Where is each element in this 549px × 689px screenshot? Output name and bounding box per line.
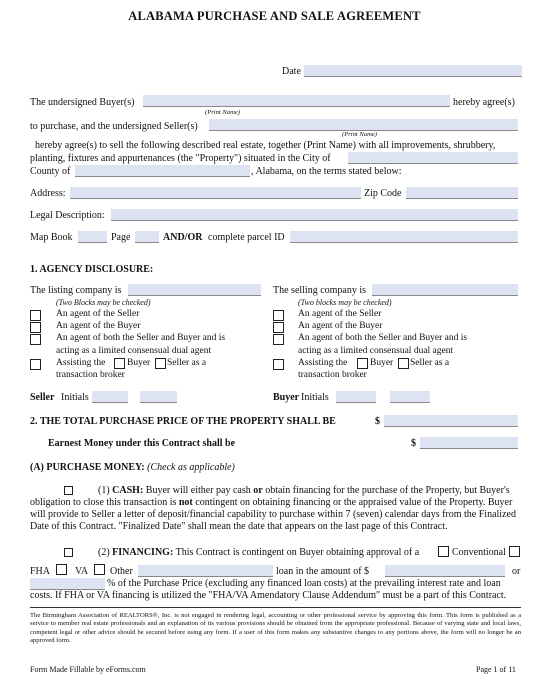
date-field[interactable] [304,65,522,77]
conventional-box-2[interactable] [509,546,520,557]
page-field[interactable] [135,231,159,243]
other-loan-field[interactable] [138,565,273,577]
andor-label: AND/OR [163,232,203,243]
financing-num: (2) [98,547,110,558]
section-2-title: 2. THE TOTAL PURCHASE PRICE OF THE PROPERTY SHALL BE [30,416,336,427]
loan-amount-field[interactable] [385,565,505,577]
costs-line: costs. If FHA or VA financing is utilized the "FHA/VA Amendatory Clause Addendum" must be a part of this Contract. [30,590,507,601]
loan-amount-label: loan in the amount of $ [276,566,370,577]
listing-assisting-checkbox[interactable] [30,359,41,370]
selling-assist-buyer-checkbox[interactable] [357,358,368,369]
other-label: Other [110,566,133,577]
buyer-name-field[interactable] [143,95,450,107]
selling-assist-seller-checkbox[interactable] [398,358,409,369]
listing-company-field[interactable] [128,284,261,296]
parcel-id-field[interactable] [290,231,518,243]
selling-opt3a: An agent of both the Seller and Buyer and is [298,333,468,343]
sellers-label: to purchase, and the undersigned Seller(s) [30,121,198,132]
selling-dual-agent-checkbox[interactable] [273,334,284,345]
cash-line-2 [30,497,512,508]
footer-divider [30,607,521,608]
purchase-price-field[interactable] [384,415,518,427]
selling-opt4-buyer: Buyer [370,358,394,368]
map-book-field[interactable] [78,231,107,243]
selling-agent-seller-checkbox[interactable] [273,310,284,321]
purchase-money-label [30,462,235,473]
listing-agent-seller-checkbox[interactable] [30,310,41,321]
selling-assisting-checkbox[interactable] [273,359,284,370]
purchase-money-title: (A) PURCHASE MONEY: [30,462,145,473]
listing-opt4-seller: Seller as a [167,358,207,368]
va-checkbox[interactable] [94,564,105,575]
seller-initials-text: Initials [61,392,89,403]
disclaimer-text: The Birmingham Association of REALTORS®, Inc. is not engaged in rendering legal, accounting or other professional service by approving this form. This form is published as a service to member real estate professionals and an explanation of its various provisions should be obtained from the appropriate professional. Because of varying state and local laws, competent legal or other advice should be secured before using any form. If a user of this form makes any substantive changes to any portions above, the form will no longer be an approved form. [30,612,521,644]
footer-page-number: Page 1 of 11 [476,665,516,674]
cash-checkbox[interactable] [64,486,73,495]
selling-opt1: An agent of the Seller [298,309,382,319]
county-suffix: , Alabama, on the terms stated below: [251,166,402,177]
county-label: County of [30,166,71,177]
earnest-money-field[interactable] [420,437,518,449]
percent-line: % of the Purchase Price (excluding any financed loan costs) at the prevailing interest rate and loan [107,578,501,589]
page-label: Page [111,232,131,243]
listing-opt4-buyer: Buyer [127,358,151,368]
purchase-money-note: (Check as applicable) [147,462,235,473]
cash-num: (1) [98,485,110,496]
print-name-hint-1: (Print Name) [205,109,240,116]
seller-name-field[interactable] [209,119,518,131]
selling-opt4-assist: Assisting the [298,358,348,368]
listing-assist-seller-checkbox[interactable] [155,358,166,369]
selling-opt4-seller: Seller as a [410,358,450,368]
conventional-checkbox[interactable] [438,546,449,557]
agree-line-2: planting, fixtures and appurtenances (the "Property") situated in the City of [30,153,331,164]
listing-opt3b: acting as a limited consensual dual agent [56,346,212,356]
buyers-label: The undersigned Buyer(s) [30,97,135,108]
listing-opt2: An agent of the Buyer [56,321,141,331]
cash-text-1a: Buyer will either pay cash [145,485,251,496]
financing-label: FINANCING: [112,547,174,558]
financing-text: This Contract is contingent on Buyer obtaining approval of a [175,547,420,558]
parcel-label: complete parcel ID [208,232,285,243]
page-title: ALABAMA PURCHASE AND SALE AGREEMENT [128,9,421,23]
listing-opt3a: An agent of both the Seller and Buyer and is [56,333,226,343]
or-label: or [512,566,521,577]
cash-text-2a: obligation to close this transaction is [30,497,177,508]
conventional-label: Conventional [452,547,506,558]
selling-agent-buyer-checkbox[interactable] [273,322,284,333]
county-field[interactable] [75,165,250,177]
selling-opt2: An agent of the Buyer [298,321,383,331]
agree-line-1: hereby agree(s) to sell the following described real estate, together (Print Name) with all improvements, shrubbery, [35,140,496,151]
city-field[interactable] [348,152,518,164]
fha-label: FHA [30,566,51,577]
listing-company-label: The listing company is [30,285,122,296]
va-label: VA [75,566,89,577]
seller-initials-field-2[interactable] [140,391,177,403]
listing-note: (Two Blocks may be checked) [56,298,151,307]
selling-opt3b: acting as a limited consensual dual agent [298,346,454,356]
print-name-hint-2: (Print Name) [342,131,377,138]
cash-line-1 [98,485,510,496]
listing-dual-agent-checkbox[interactable] [30,334,41,345]
financing-checkbox[interactable] [64,548,73,557]
cash-line-3: will provide to Seller a letter of deposit/financial capability to purchase within 7 (seven) calendar days from the Finalized [30,509,516,520]
selling-opt4b: transaction broker [298,370,367,380]
loan-percent-field[interactable] [30,578,105,590]
address-label: Address: [30,188,66,199]
zip-field[interactable] [406,187,518,199]
buyers-suffix: hereby agree(s) [453,97,515,108]
selling-company-field[interactable] [372,284,518,296]
cash-or: or [253,485,263,496]
section-1-title: 1. AGENCY DISCLOSURE: [30,264,154,275]
seller-initials-field-1[interactable] [92,391,128,403]
date-label: Date [282,66,301,77]
earnest-money-dollar: $ [411,438,416,449]
listing-opt4-assist: Assisting the [56,358,106,368]
map-book-label: Map Book [30,232,73,243]
cash-not: not [178,497,193,508]
buyer-initials-text: Initials [301,392,329,403]
purchase-price-dollar: $ [375,416,380,427]
selling-company-label: The selling company is [273,285,367,296]
cash-text-1b: obtain financing for the purchase of the Property, but Buyer's [265,485,510,496]
listing-agent-buyer-checkbox[interactable] [30,322,41,333]
selling-note: (Two blocks may be checked) [298,298,392,307]
legal-description-field[interactable] [111,209,518,221]
cash-text-2b: contingent on obtaining financing or the appraised value of the Property. Buyer [195,497,513,508]
zip-label: Zip Code [364,188,402,199]
legal-description-label: Legal Description: [30,210,105,221]
buyer-initials-label: Buyer [273,392,300,403]
cash-label: CASH: [112,485,144,496]
financing-line [98,547,419,558]
seller-initials-label: Seller [30,392,55,403]
buyer-initials-field-2[interactable] [390,391,430,403]
buyer-initials-field-1[interactable] [336,391,376,403]
listing-assist-buyer-checkbox[interactable] [114,358,125,369]
listing-opt4b: transaction broker [56,370,125,380]
fha-checkbox[interactable] [56,564,67,575]
footer-left: Form Made Fillable by eForms.com [30,665,146,674]
earnest-money-label: Earnest Money under this Contract shall be [48,438,236,449]
address-field[interactable] [70,187,361,199]
cash-line-4: Date of this Contract. "Finalized Date" shall mean the date that appears on the last page of this Contract. [30,521,448,532]
listing-opt1: An agent of the Seller [56,309,140,319]
